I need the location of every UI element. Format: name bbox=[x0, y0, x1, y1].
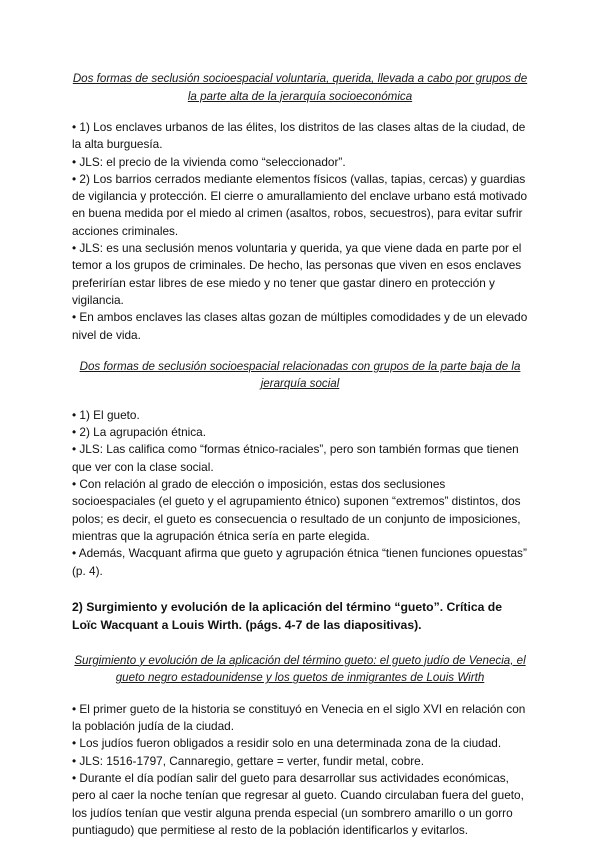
section-title-upper-class: Dos formas de seclusión socioespacial voluntaria, querida, llevada a cabo por grupos de la parte alta de la jerarquía socioeconómica bbox=[72, 72, 528, 103]
list-item: • Además, Wacquant afirma que gueto y agrupación étnica “tienen funciones opuestas” (p. 4). bbox=[72, 546, 527, 578]
section-title-lower-class: Dos formas de seclusión socioespacial relacionadas con grupos de la parte baja de la jerarquía social bbox=[79, 359, 521, 391]
bullet-list-upper-class bbox=[72, 119, 528, 344]
main-heading: 2) Surgimiento y evolución de la aplicación del término “gueto”. Crítica de Loïc Wacquant a Louis Wirth. (págs. 4-7 de las diapositivas). bbox=[72, 599, 503, 632]
list-item: • JLS: el precio de la vivienda como “seleccionador”. bbox=[72, 154, 346, 169]
list-item: • Con relación al grado de elección o imposición, estas dos seclusiones socioespaciales (el gueto y el agrupamiento étnico) suponen “extremos” distintos, dos polos; es decir, el gueto es consecuencia o resultado de un conjunto de imposiciones, mientras que la agrupación étnica sería en parte elegida. bbox=[72, 477, 521, 543]
list-item: • 2) La agrupación étnica. bbox=[72, 425, 206, 440]
list-item: • Los judíos fueron obligados a residir solo en una determinada zona de la ciudad. bbox=[72, 736, 502, 751]
bullet-list-ghetto-origin bbox=[72, 701, 528, 839]
document-page bbox=[72, 70, 528, 839]
spacer bbox=[72, 344, 528, 358]
list-item: • Durante el día podían salir del gueto para desarrollar sus actividades económicas, pero al caer la noche tenían que regresar al gueto. Cuando circulaban fuera del gueto, los judíos tenían que vestir alguna prenda especial (un sombrero amarillo o un gorro puntiagudo) que permitiese al resto de la población identificarlos y evitarlos. bbox=[72, 771, 524, 837]
section-title-ghetto-origin: Surgimiento y evolución de la aplicación del término gueto: el gueto judío de Venecia, el gueto negro estadounidense y los guetos de inmigrantes de Louis Wirth bbox=[74, 653, 526, 685]
bullet-list-lower-class bbox=[72, 407, 528, 580]
list-item: • 1) El gueto. bbox=[72, 407, 140, 422]
list-item: • En ambos enclaves las clases altas gozan de múltiples comodidades y de un elevado nivel de vida. bbox=[72, 310, 528, 342]
list-item: • JLS: Las califica como “formas étnico-raciales”, pero son también formas que tienen que ver con la clase social. bbox=[72, 442, 519, 474]
list-item: • JLS: es una seclusión menos voluntaria y querida, ya que viene dada en parte por el temor a los grupos de criminales. De hecho, las personas que viven en esos enclaves preferirían estar libres de ese miedo y no tener que gastar dinero en protección y vigilancia. bbox=[72, 241, 522, 307]
list-item: • 1) Los enclaves urbanos de las élites, los distritos de las clases altas de la ciudad, de la alta burguesía. bbox=[72, 120, 526, 152]
list-item: • JLS: 1516-1797, Cannaregio, gettare = verter, fundir metal, cobre. bbox=[72, 753, 425, 768]
list-item: • El primer gueto de la historia se constituyó en Venecia en el siglo XVI en relación con la población judía de la ciudad. bbox=[72, 701, 526, 734]
list-item: • 2) Los barrios cerrados mediante elementos físicos (vallas, tapias, cercas) y guardias de vigilancia y protección. El cierre o amurallamiento del enclave urbano está motivado en buena medida por el miedo al crimen (asaltos, robos, secuestros), para evitar sufrir acciones criminales. bbox=[72, 171, 528, 238]
